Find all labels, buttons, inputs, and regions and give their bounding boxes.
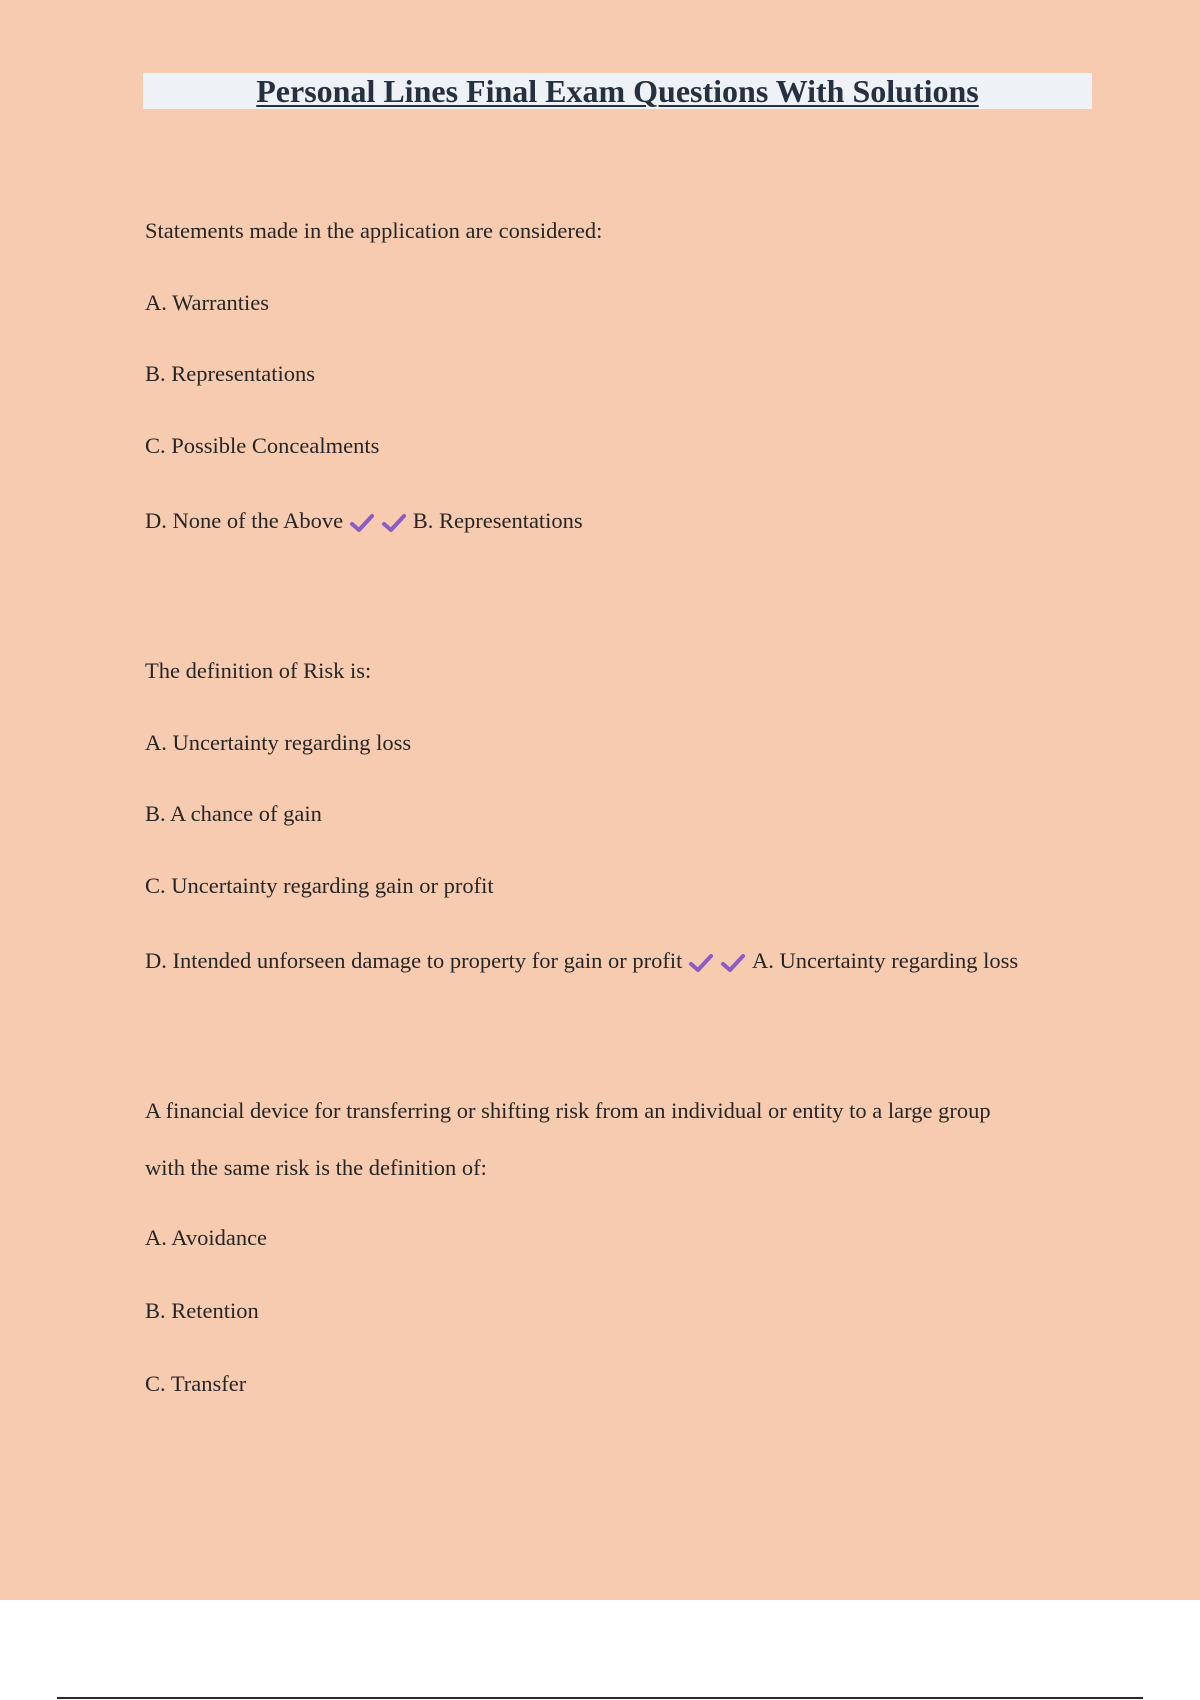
question-1-option-d: D. None of the Above [145, 508, 344, 533]
question-1-option-d-row [145, 506, 583, 536]
question-2-option-d: D. Intended unforseen damage to property for gain or profit [145, 948, 683, 973]
question-1-stem: Statements made in the application are considered: [145, 218, 603, 243]
question-3-option-c: C. Transfer [145, 1371, 247, 1396]
page-title: Personal Lines Final Exam Questions With Solutions [256, 73, 979, 109]
question-3-option-b: B. Retention [145, 1298, 259, 1323]
question-2-option-a: A. Uncertainty regarding loss [145, 730, 412, 755]
question-3-option-a: A. Avoidance [145, 1225, 268, 1250]
check-icon [688, 952, 714, 974]
check-icon [720, 952, 746, 974]
question-3-stem-line-1: A financial device for transferring or shifting risk from an individual or entity to a large group [145, 1098, 991, 1123]
question-2-option-b: B. A chance of gain [145, 801, 322, 826]
question-1-option-c: C. Possible Concealments [145, 433, 380, 458]
title-highlight [143, 73, 1092, 109]
question-2-answer: A. Uncertainty regarding loss [751, 948, 1019, 973]
question-2-option-c: C. Uncertainty regarding gain or profit [145, 873, 494, 898]
question-1-option-a: A. Warranties [145, 290, 269, 315]
footer-divider [57, 1697, 1143, 1699]
question-2-stem: The definition of Risk is: [145, 658, 372, 683]
question-2-option-d-row [145, 946, 1018, 976]
question-1-answer: B. Representations [412, 508, 583, 533]
check-icon [381, 512, 407, 534]
question-3-stem-line-2: with the same risk is the definition of: [145, 1155, 487, 1180]
question-1-option-b: B. Representations [145, 361, 315, 386]
check-icon [349, 512, 375, 534]
